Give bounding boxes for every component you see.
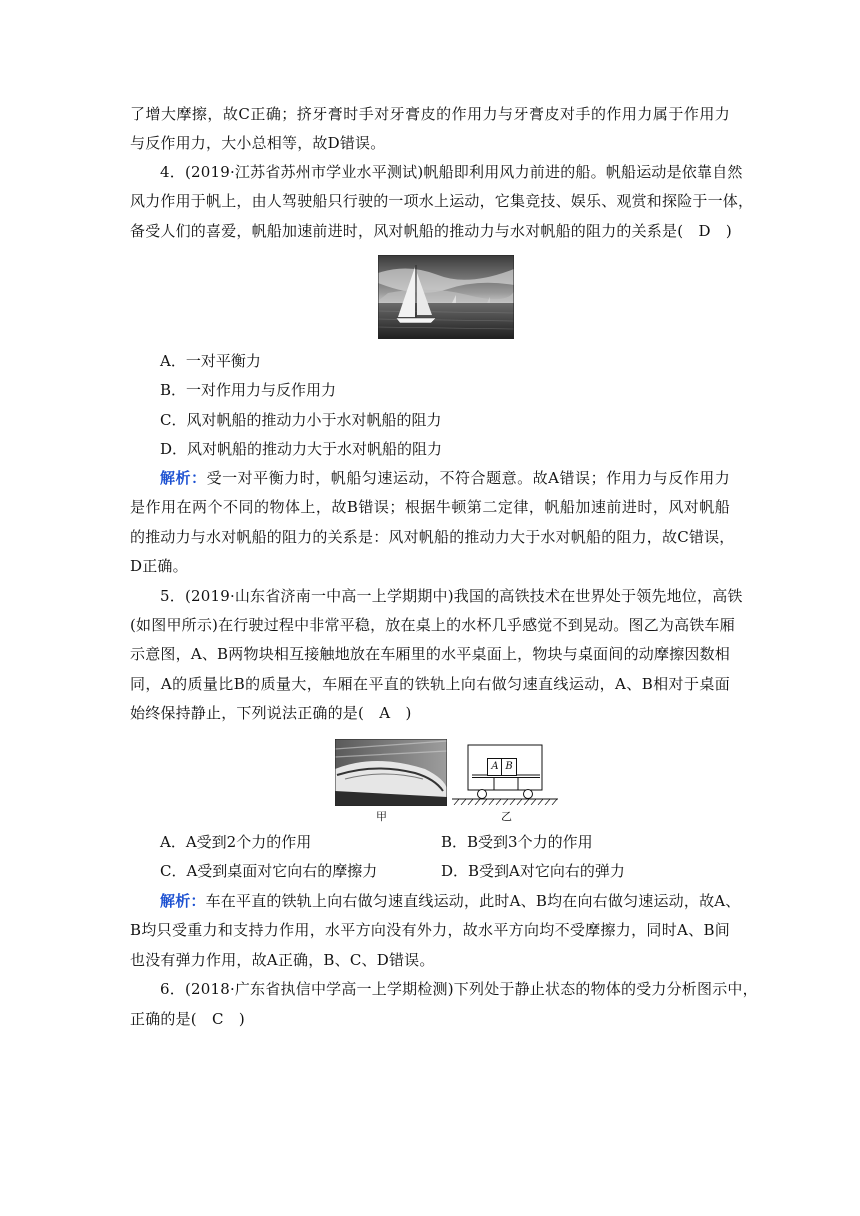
q4-analysis-line-2: 是作用在两个不同的物体上，故B错误；根据牛顿第二定律，帆船加速前进时，风对帆船: [130, 498, 730, 516]
q4-option-b: B．一对作用力与反作用力: [160, 381, 337, 399]
q6-stem-line-1: 6．(2018·广东省执信中学高一上学期检测)下列处于静止状态的物体的受力分析图示中，: [160, 980, 758, 998]
q5-option-a: A．A受到2个力的作用: [160, 833, 312, 851]
q5-option-d: D．B受到A对它向右的弹力: [441, 862, 625, 880]
q4-analysis-text-1: 受一对平衡力时，帆船匀速运动，不符合题意。故A错误；作用力与反作用力: [206, 469, 731, 487]
q4-option-c: C．风对帆船的推动力小于水对帆船的阻力: [160, 411, 442, 429]
q4-stem-line-1: 4．(2019·江苏省苏州市学业水平测试)帆船即利用风力前进的船。帆船运动是依靠自然: [160, 163, 743, 181]
block-b-label: B: [505, 761, 513, 772]
q4-analysis-label: 解析：: [160, 469, 207, 487]
q6-stem-line-2: 正确的是( C ): [130, 1010, 245, 1028]
prev-text-line-2: 与反作用力，大小总相等，故D错误。: [130, 134, 386, 152]
q5-stem-line-1: 5．(2019·山东省济南一中高一上学期期中)我国的高铁技术在世界处于领先地位，高铁: [160, 587, 743, 605]
q5-stem-line-2: (如图甲所示)在行驶过程中非常平稳，放在桌上的水杯几乎感觉不到晃动。图乙为高铁车厢: [130, 616, 735, 634]
figure-caption-yi: 乙: [501, 810, 512, 823]
q5-analysis-line-2: B均只受重力和支持力作用，水平方向没有外力，故水平方向均不受摩擦力，同时A、B间: [130, 921, 730, 939]
block-b: [501, 758, 517, 776]
figure-caption-jia: 甲: [376, 810, 387, 823]
q4-option-a: A．一对平衡力: [160, 352, 261, 370]
prev-text-line-1: 了增大摩擦，故C正确；挤牙膏时手对牙膏皮的作用力与牙膏皮对手的作用力属于作用力: [130, 105, 730, 123]
q4-analysis-line-3: 的推动力与水对帆船的阻力的关系是：风对帆船的推动力大于水对帆船的阻力，故C错误，: [130, 528, 735, 546]
q5-analysis-text-1: 车在平直的铁轨上向右做匀速直线运动，此时A、B均在向右做匀速运动，故A、: [205, 892, 741, 910]
q5-stem-line-3: 示意图，A、B两物块相互接触地放在车厢里的水平桌面上，物块与桌面间的动摩擦因数相: [130, 645, 730, 663]
q5-stem-line-4: 同，A的质量比B的质量大，车厢在平直的铁轨上向右做匀速直线运动，A、B相对于桌面: [130, 675, 730, 693]
high-speed-train-photo: [335, 739, 447, 806]
q5-analysis-label: 解析：: [160, 892, 206, 910]
q4-analysis-line-1: [160, 468, 730, 488]
q4-option-d: D．风对帆船的推动力大于水对帆船的阻力: [160, 440, 443, 458]
q5-stem-line-5: 始终保持静止，下列说法正确的是( A ): [130, 704, 412, 722]
q5-option-c: C．A受到桌面对它向右的摩擦力: [160, 862, 378, 880]
q5-analysis-line-1: [160, 891, 741, 911]
sailboat-photo: [378, 255, 514, 339]
q5-analysis-line-3: 也没有弹力作用，故A正确，B、C、D错误。: [130, 951, 435, 969]
q4-stem-line-3: 备受人们的喜爱，帆船加速前进时，风对帆船的推动力与水对帆船的阻力的关系是( D ): [130, 222, 732, 240]
q5-option-b: B．B受到3个力的作用: [441, 833, 593, 851]
q4-analysis-line-4: D正确。: [130, 557, 188, 575]
block-a-label: A: [491, 761, 499, 772]
q4-stem-line-2: 风力作用于帆上，由人驾驶船只行驶的一项水上运动，它集竞技、娱乐、观赏和探险于一体，: [130, 192, 754, 210]
